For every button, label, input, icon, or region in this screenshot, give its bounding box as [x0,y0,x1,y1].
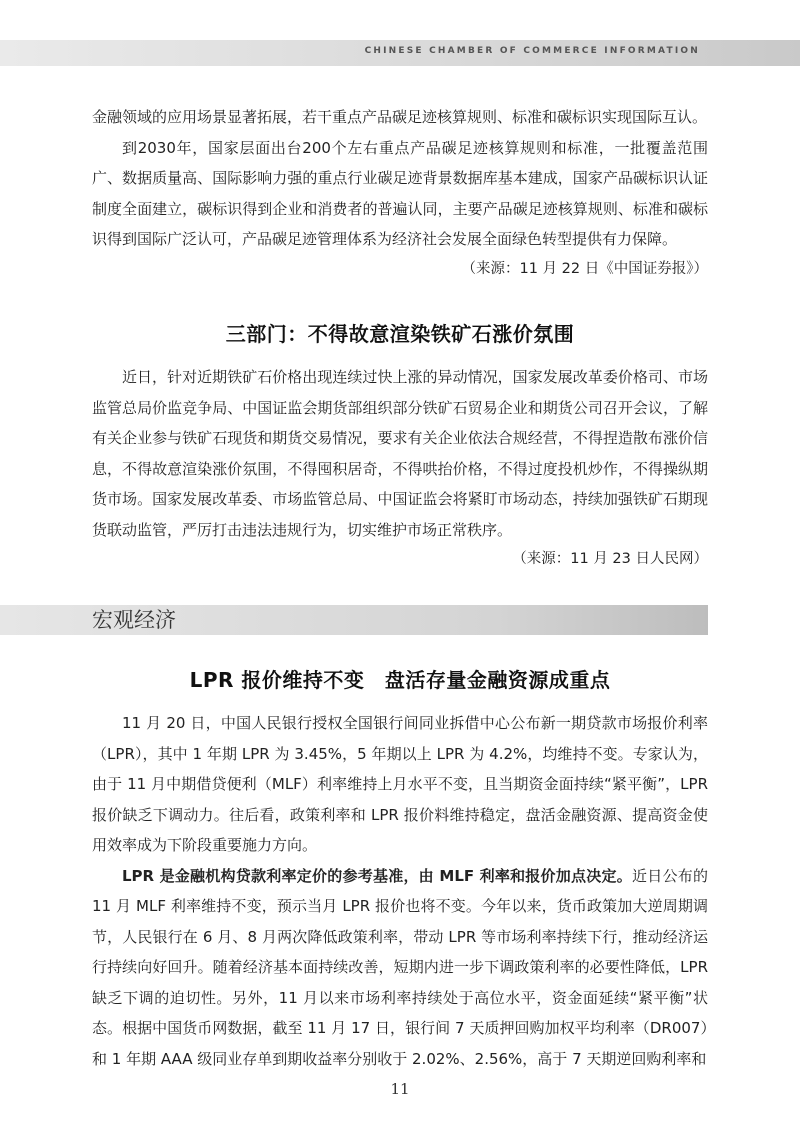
publication-header: CHINESE CHAMBER OF COMMERCE INFORMATION [364,46,700,56]
article-title-wrapper [0,664,800,693]
source-note: （来源：11 月 23 日人民网） [512,551,708,567]
article-title: LPR 报价维持不变 盘活存量金融资源成重点 [189,668,611,692]
paragraph [92,861,708,1075]
article-title-wrapper [0,318,800,347]
section-lpr [92,708,708,1074]
source-note: （来源：11 月 22 日《中国证券报》） [461,260,708,277]
paragraph: 到2030年，国家层面出台200个左右重点产品碳足迹核算规则和标准，一批覆盖范围广、数据质量高、国际影响力强的重点行业碳足迹背景数据库基本建成，国家产品碳标识认证制度全面建立，碳标识得到企业和消费者的普遍认同，主要产品碳足迹核算规则、标准和碳标识得到国际广泛认可，产品碳足迹管理体系为经济社会发展全面绿色转型提供有力保障。 [92,138,708,248]
article-title: 三部门：不得故意渲染铁矿石涨价氛围 [225,322,575,346]
paragraph: 近日，针对近期铁矿石价格出现连续过快上涨的异动情况，国家发展改革委价格司、市场监管总局价监竞争局、中国证监会期货部组织部分铁矿石贸易企业和期货公司召开会议，了解有关企业参与铁矿石现货和期货交易情况，要求有关企业依法合规经营，不得捏造散布涨价信息，不得故意渲染涨价氛围，不得囤积居奇，不得哄抬价格，不得过度投机炒作，不得操纵期货市场。国家发展改革委、市场监管总局、中国证监会将紧盯市场动态，持续加强铁矿石期现货联动监管，严厉打击违法违规行为，切实维护市场正常秩序。 [92,368,708,539]
category-label: 宏观经济 [92,608,176,632]
bold-lead-sentence: LPR 是金融机构贷款利率定价的参考基准，由 MLF 利率和报价加点决定。 [122,866,633,885]
section-carbon-footprint [92,102,708,283]
page-number: 11 [390,1080,410,1098]
section-iron-ore [92,362,708,573]
paragraph: 11 月 20 日，中国人民银行授权全国银行间同业拆借中心公布新一期贷款市场报价利率（LPR），其中 1 年期 LPR 为 3.45%，5 年期以上 LPR 为 4.2%，均维持不变。专家认为，由于 11 月中期借贷便利（MLF）利率维持上月水平不变，且当期资金面持续“紧平衡”，LPR 报价缺乏下调动力。往后看，政策利率和 LPR 报价料维持稳定，盘活金融资源、提高资金使用效率成为下阶段重要施力方向。 [92,714,708,854]
paragraph: 金融领域的应用场景显著拓展，若干重点产品碳足迹核算规则、标准和碳标识实现国际互认。 [92,108,708,126]
paragraph-text: 近日公布的 11 月 MLF 利率维持不变，预示当月 LPR 报价也将不变。今年以来，货币政策加大逆周期调节，人民银行在 6 月、8 月两次降低政策利率，带动 LPR 等市场利率持续下行，推动经济运行持续向好回升。随着经济基本面持续改善，短期内进一步下调政策利率的必要性降低，LPR 缺乏下调的迫切性。另外，11 月以来市场利率持续处于高位水平，资金面延续“紧平衡”状态。根据中国货币网数据，截至 11 月 17 日，银行间 7 天质押回购加权平均利率（DR007）和 1 年期 AAA 级同业存单到期收益率分别收于 2.02%、2.56%，高于 7 天期逆回购利率和 [92,866,708,1068]
